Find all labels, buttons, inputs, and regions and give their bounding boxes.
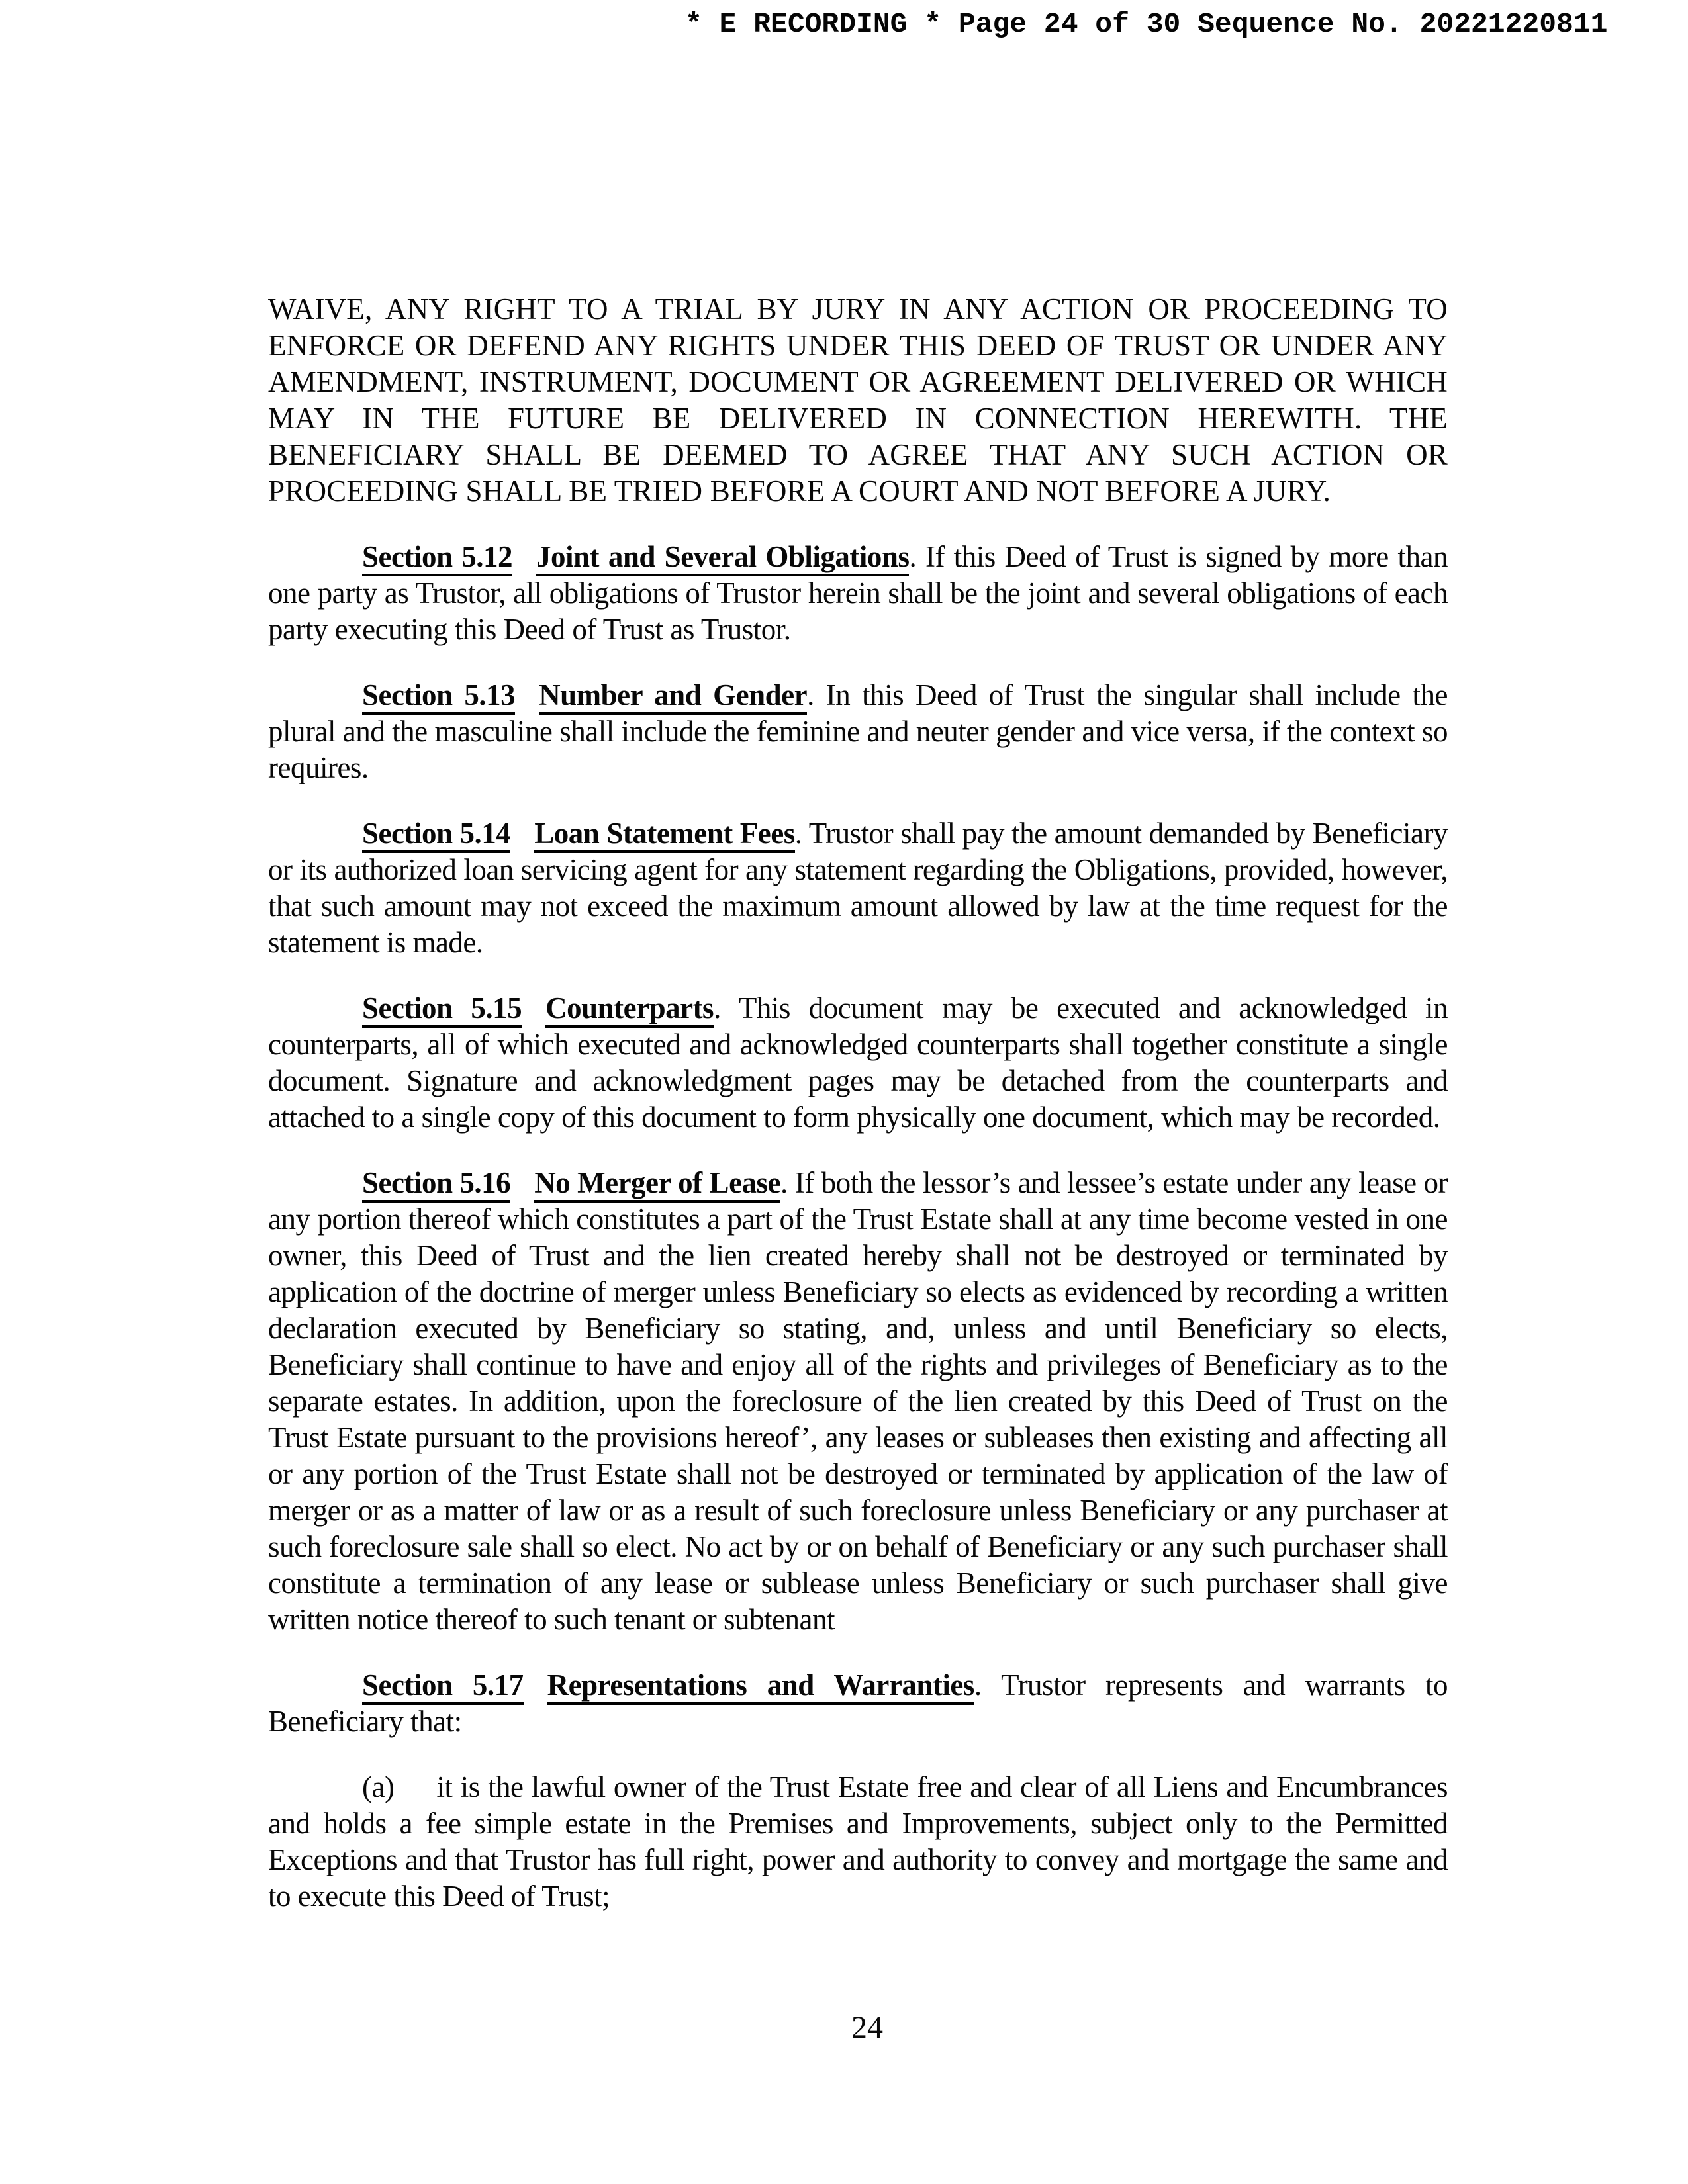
section-5-16-text: . If both the lessor’s and lessee’s estate under any lease or any portion thereof which constitutes a part of the Trust Estate shall at any time become vested in one owner, this Deed of Trust and the lien created hereby shall not be destroyed or terminated by application of the doctrine of merger unless Beneficiary so elects as evidenced by recording a written declaration executed by Beneficiary so stating, and, unless and until Beneficiary so elects, Beneficiary shall continue to have and enjoy all of the rights and privileges of Beneficiary as to the separate estates. In addition, upon the foreclosure of the lien created by this Deed of Trust on the Trust Estate pursuant to the provisions hereof’, any leases or subleases then existing and affecting all or any portion of the Trust Estate shall not be destroyed or terminated by application of the law of merger or as a matter of law or as a result of such foreclosure unless Beneficiary or any purchaser at such foreclosure sale shall so elect. No act by or on behalf of Beneficiary or any such purchaser shall constitute a termination of any lease or sublease unless Beneficiary or such purchaser shall give written notice thereof to such tenant or subtenant [268,1166,1448,1636]
section-5-17-title: Representations and Warranties [547,1668,974,1705]
document-body [268,291,1448,1944]
section-5-17-text: . Trustor represents and warrants to Beneficiary that: [268,1668,1448,1738]
section-5-15-title: Counterparts [545,991,714,1028]
section-5-13-paragraph [268,677,1448,786]
section-5-12-paragraph [268,539,1448,648]
section-5-16-paragraph [268,1165,1448,1638]
section-5-16-title: No Merger of Lease [534,1166,780,1203]
section-5-17-label: Section 5.17 [362,1668,524,1705]
section-5-12-label: Section 5.12 [362,540,512,576]
clause-a-paragraph [268,1769,1448,1915]
jury-waiver-paragraph: WAIVE, ANY RIGHT TO A TRIAL BY JURY IN ANY ACTION OR PROCEEDING TO ENFORCE OR DEFEND ANY RIGHTS UNDER THIS DEED OF TRUST OR UNDER ANY AMENDMENT, INSTRUMENT, DOCUMENT OR AGREEMENT DELIVERED OR WHICH MAY IN THE FUTURE BE DELIVERED IN CONNECTION HEREWITH. THE BENEFICIARY SHALL BE DEEMED TO AGREE THAT ANY SUCH ACTION OR PROCEEDING SHALL BE TRIED BEFORE A COURT AND NOT BEFORE A JURY. [268,293,1448,508]
clause-a-text: it is the lawful owner of the Trust Estate free and clear of all Liens and Encumbrances and holds a fee simple estate in the Premises and Improvements, subject only to the Permitted Exceptions and that Trustor has full right, power and authority to convey and mortgage the same and to execute this Deed of Trust; [268,1770,1448,1913]
section-5-16-label: Section 5.16 [362,1166,510,1203]
section-5-14-paragraph [268,815,1448,961]
section-5-15-label: Section 5.15 [362,991,522,1028]
e-recording-header: * E RECORDING * Page 24 of 30 Sequence No. 20221220811 [685,8,1608,40]
section-5-14-label: Section 5.14 [362,817,510,853]
section-5-12-text: . If this Deed of Trust is signed by more than one party as Trustor, all obligations of Trustor herein shall be the joint and several obligations of each party executing this Deed of Trust as Trustor. [268,540,1448,646]
section-5-13-label: Section 5.13 [362,678,515,715]
section-5-15-paragraph [268,990,1448,1136]
section-5-12-title: Joint and Several Obligations [536,540,909,576]
section-5-13-text: . In this Deed of Trust the singular shall include the plural and the masculine shall include the feminine and neuter gender and vice versa, if the context so requires. [268,678,1448,784]
section-5-14-title: Loan Statement Fees [534,817,794,853]
section-5-17-paragraph [268,1667,1448,1740]
clause-a-label: (a) [362,1770,395,1803]
section-5-13-title: Number and Gender [539,678,807,715]
section-5-15-text: . This document may be executed and acknowledged in counterparts, all of which executed and acknowledged counterparts shall together constitute a single document. Signature and acknowledgment pages may be detached from the counterparts and attached to a single copy of this document to form physically one document, which may be recorded. [268,991,1448,1134]
page-number: 24 [851,2010,883,2045]
section-5-14-text: . Trustor shall pay the amount demanded by Beneficiary or its authorized loan servicing agent for any statement regarding the Obligations, provided, however, that such amount may not exceed the maximum amount allowed by law at the time request for the statement is made. [268,817,1448,959]
